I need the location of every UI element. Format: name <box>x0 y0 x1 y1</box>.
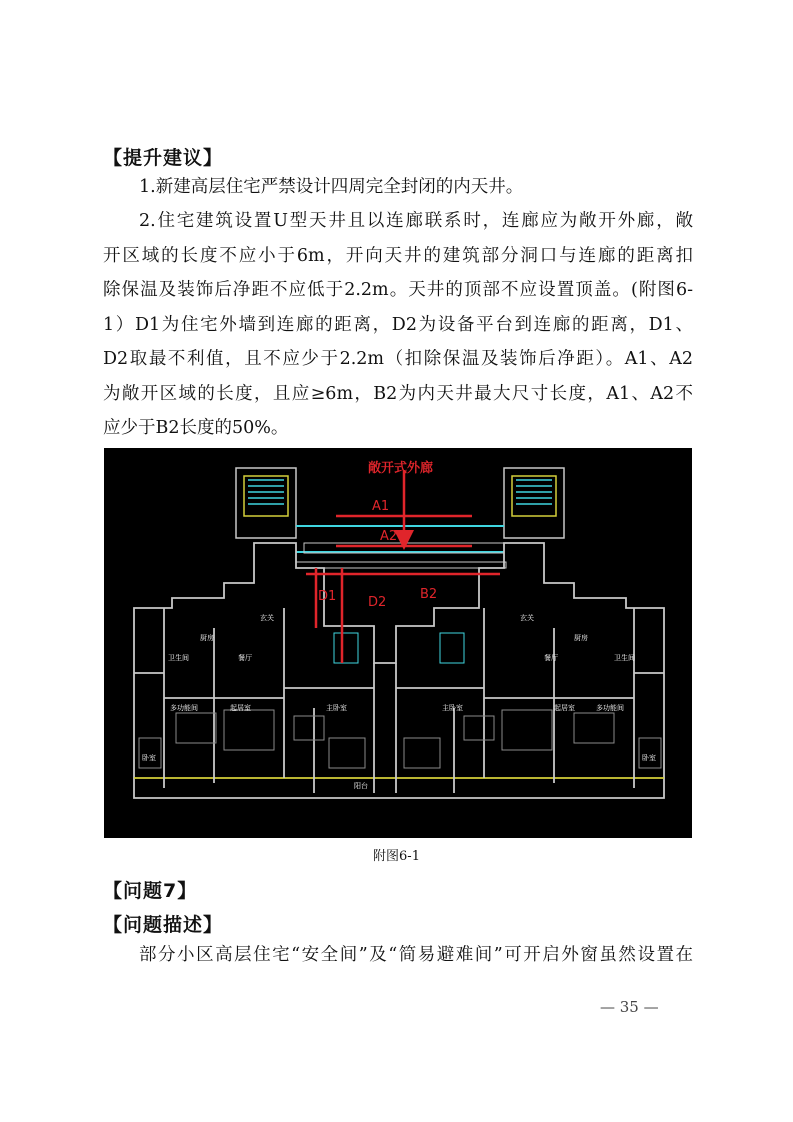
paragraph-2-line: 除保温及装饰后净距不应低于2.2m。天井的顶部不应设置顶盖。(附图6- <box>103 280 693 300</box>
room-label-master-bedroom: 主卧室 <box>326 704 347 712</box>
room-label-entrance: 玄关 <box>260 614 274 622</box>
room-label-kitchen: 厨房 <box>200 634 214 642</box>
building-walls <box>134 543 664 798</box>
floor-plan-figure <box>104 448 692 838</box>
heading-suggestions: 【提升建议】 <box>103 147 224 169</box>
label-d1: D1 <box>318 589 337 604</box>
room-label-multipurpose: 多功能间 <box>596 704 624 712</box>
label-d2: D2 <box>368 595 387 610</box>
paragraph-3-line: 部分小区高层住宅“安全间”及“简易避难间”可开启外窗虽然设置在 <box>139 945 693 965</box>
room-label-dining: 餐厅 <box>544 654 558 662</box>
room-label-master-bedroom: 主卧室 <box>442 704 463 712</box>
paragraph-2-line: 为敞开区域的长度，且应≥6m，B2为内天井最大尺寸长度，A1、A2不 <box>103 383 693 404</box>
page-number: — 35 — <box>600 998 659 1016</box>
furniture <box>139 633 661 768</box>
room-label-entrance: 玄关 <box>520 614 534 622</box>
room-label-bedroom: 卧室 <box>642 754 656 762</box>
room-label-living: 起居室 <box>554 704 575 712</box>
label-a2: A2 <box>380 529 398 544</box>
label-a1: A1 <box>372 499 390 514</box>
room-label-bedroom: 卧室 <box>142 754 156 762</box>
paragraph-1 <box>103 170 693 205</box>
heading-problem-7: 【问题7】 <box>103 880 198 902</box>
paragraph-3 <box>103 938 693 973</box>
room-label-bathroom: 卫生间 <box>168 654 189 662</box>
paragraph-2-line: 应少于B2长度的50%。 <box>103 418 289 438</box>
paragraph-2-line: 2.住宅建筑设置U型天井且以连廊联系时，连廊应为敞开外廊，敞 <box>139 211 693 231</box>
stair-tower-left <box>236 468 296 538</box>
room-label-living: 起居室 <box>230 704 251 712</box>
room-label-multipurpose: 多功能间 <box>170 704 198 712</box>
paragraph-2-line: 开区域的长度不应小于6m，开向天井的建筑部分洞口与连廊的距离扣 <box>103 245 693 266</box>
figure-caption: 附图6-1 <box>373 849 420 864</box>
paragraph-2-line: D2取最不利值，且不应少于2.2m（扣除保温及装饰后净距）。A1、A2 <box>103 349 693 369</box>
room-label-bathroom: 卫生间 <box>614 654 635 662</box>
room-label-balcony: 阳台 <box>354 782 368 790</box>
stair-tower-right <box>504 468 564 538</box>
figure-title: 敞开式外廊 <box>368 461 434 476</box>
paragraph-2 <box>103 204 693 446</box>
room-label-kitchen: 厨房 <box>574 634 588 642</box>
room-label-dining: 餐厅 <box>238 654 252 662</box>
paragraph-1-line: 1.新建高层住宅严禁设计四周完全封闭的内天井。 <box>139 177 524 197</box>
paragraph-2-line: 1）D1为住宅外墙到连廊的距离，D2为设备平台到连廊的距离，D1、 <box>103 314 693 335</box>
label-b2: B2 <box>420 587 438 602</box>
floor-plan-drawing <box>104 448 692 838</box>
heading-problem-description: 【问题描述】 <box>103 914 224 936</box>
